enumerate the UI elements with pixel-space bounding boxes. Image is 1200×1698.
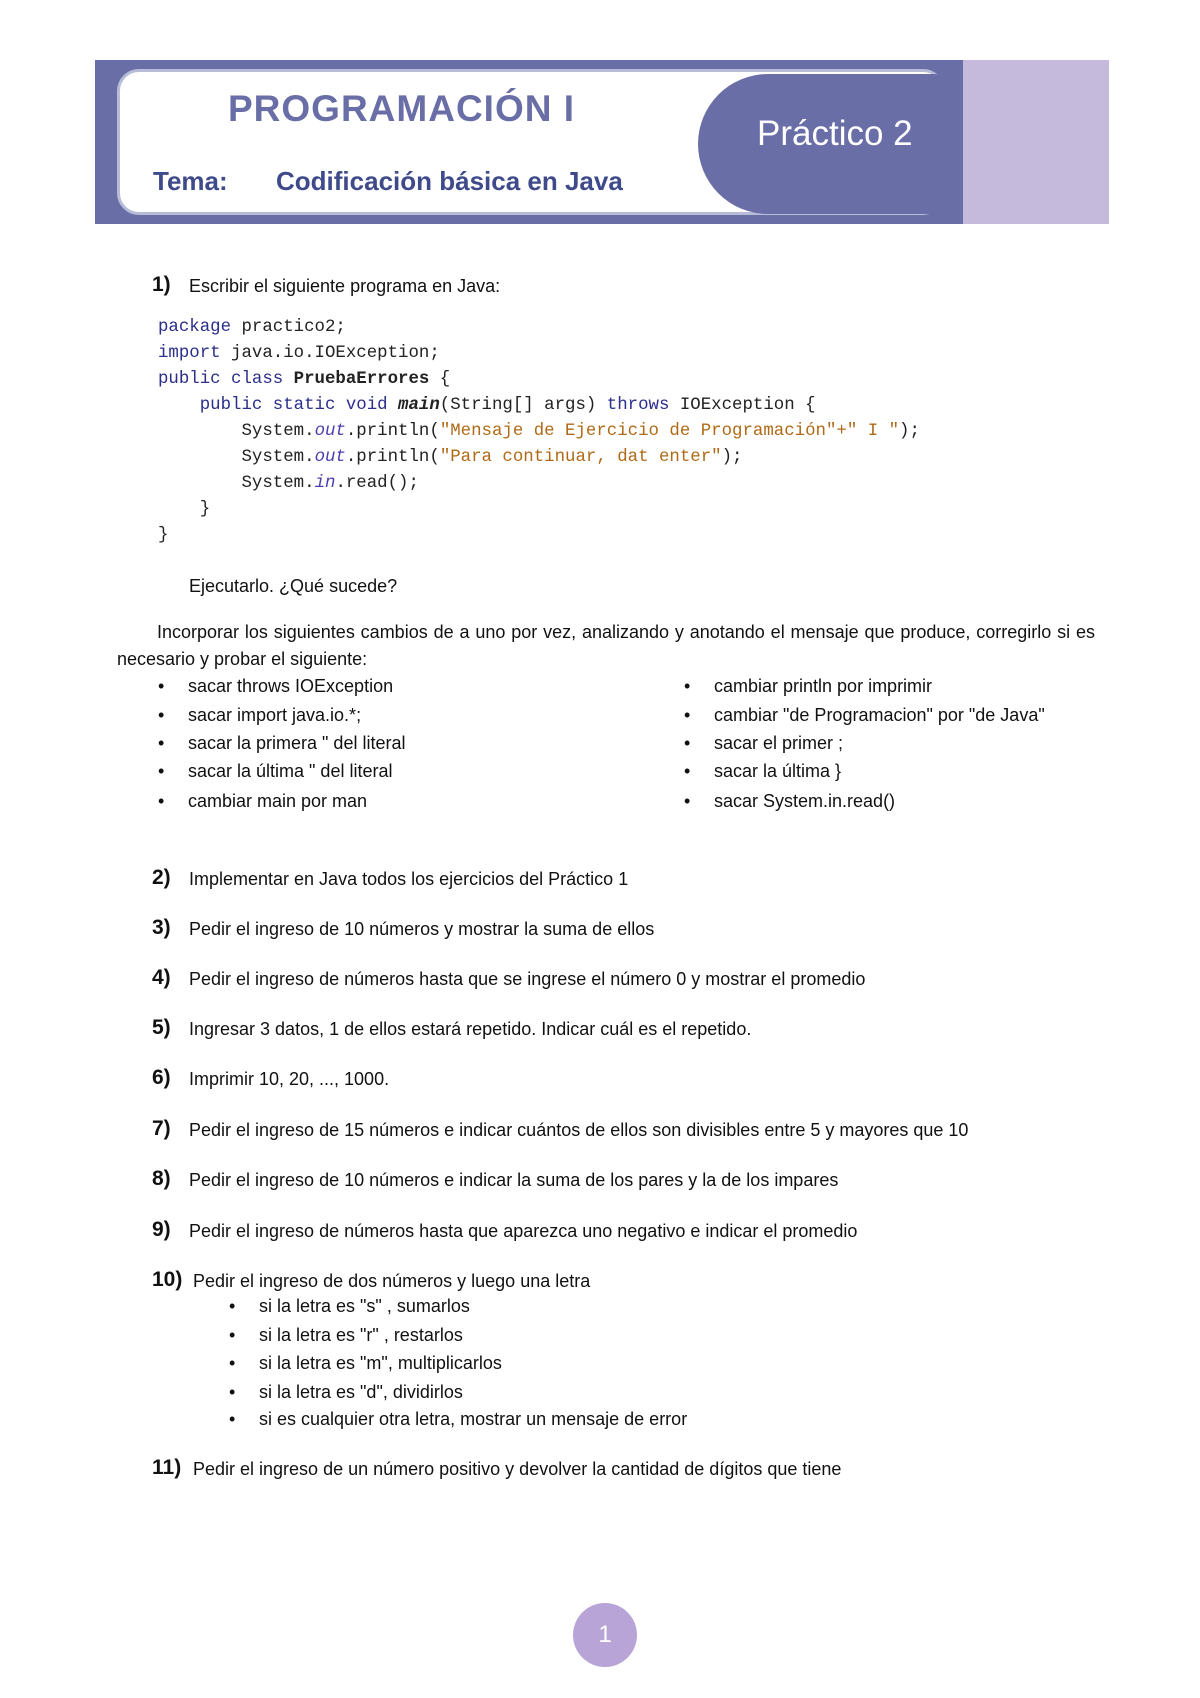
list-item: • si es cualquier otra letra, mostrar un mensaje de error bbox=[259, 1409, 687, 1430]
code-block bbox=[158, 315, 920, 549]
exercise-3-text: Pedir el ingreso de 10 números y mostrar la suma de ellos bbox=[189, 919, 655, 939]
exercise-9-number: 9) bbox=[152, 1218, 171, 1241]
exercise-3-number: 3) bbox=[152, 916, 171, 939]
list-item: • sacar la última " del literal bbox=[188, 761, 392, 782]
page-number: 1 bbox=[573, 1603, 637, 1667]
list-item: • si la letra es "d", dividirlos bbox=[259, 1382, 463, 1403]
list-item: • cambiar "de Programacion" por "de Java" bbox=[714, 705, 1045, 726]
practice-number: Práctico 2 bbox=[757, 114, 913, 153]
incorporar-paragraph: Incorporar los siguientes cambios de a uno por vez, analizando y anotando el mensaje que produce, corregirlo si es necesario y probar el siguiente: bbox=[117, 622, 1095, 669]
code-line-8: } bbox=[199, 500, 211, 519]
exercise-7-text: Pedir el ingreso de 15 números e indicar cuántos de ellos son divisibles entre 5 y mayores que 10 bbox=[189, 1120, 969, 1140]
list-item: • sacar el primer ; bbox=[714, 733, 843, 754]
list-item: • cambiar main por man bbox=[188, 791, 367, 812]
exercise-2-number: 2) bbox=[152, 866, 171, 889]
code-line-4: public static void main(String[] args) throws IOException { bbox=[199, 396, 816, 415]
code-line-1: package practico2; bbox=[158, 318, 346, 337]
exercise-10-text: Pedir el ingreso de dos números y luego una letra bbox=[193, 1271, 591, 1291]
code-line-6: System.out.println("Para continuar, dat enter"); bbox=[241, 448, 743, 467]
exercise-9-text: Pedir el ingreso de números hasta que aparezca uno negativo e indicar el promedio bbox=[189, 1221, 858, 1241]
exercise-5-number: 5) bbox=[152, 1016, 171, 1039]
topic-label: Tema: bbox=[153, 166, 228, 196]
list-item: • sacar la primera " del literal bbox=[188, 733, 405, 754]
header-banner-accent bbox=[963, 60, 1109, 224]
exercise-7-number: 7) bbox=[152, 1117, 171, 1140]
code-line-7: System.in.read(); bbox=[241, 474, 419, 493]
list-item: • sacar la última } bbox=[714, 761, 841, 782]
list-item: • sacar throws IOException bbox=[188, 676, 393, 697]
list-item: • si la letra es "s" , sumarlos bbox=[259, 1296, 470, 1317]
code-line-2: import java.io.IOException; bbox=[158, 344, 440, 363]
exercise-6-number: 6) bbox=[152, 1066, 171, 1089]
topic-value: Codificación básica en Java bbox=[276, 166, 623, 196]
exercise-1-text: Escribir el siguiente programa en Java: bbox=[189, 276, 501, 296]
list-item: • sacar System.in.read() bbox=[714, 791, 895, 812]
list-item: • cambiar println por imprimir bbox=[714, 676, 932, 697]
list-item: • si la letra es "m", multiplicarlos bbox=[259, 1353, 502, 1374]
exercise-2-text: Implementar en Java todos los ejercicios del Práctico 1 bbox=[189, 869, 629, 889]
ejecutar-text: Ejecutarlo. ¿Qué sucede? bbox=[189, 576, 398, 596]
exercise-11-number: 11) bbox=[152, 1456, 182, 1479]
code-line-5: System.out.println("Mensaje de Ejercicio de Programación"+" I "); bbox=[241, 422, 920, 441]
exercise-11-text: Pedir el ingreso de un número positivo y devolver la cantidad de dígitos que tiene bbox=[193, 1459, 842, 1479]
exercise-5-text: Ingresar 3 datos, 1 de ellos estará repetido. Indicar cuál es el repetido. bbox=[189, 1019, 752, 1039]
exercise-8-text: Pedir el ingreso de 10 números e indicar la suma de los pares y la de los impares bbox=[189, 1170, 839, 1190]
exercise-6-text: Imprimir 10, 20, ..., 1000. bbox=[189, 1069, 390, 1089]
code-line-3: public class PruebaErrores { bbox=[158, 370, 451, 389]
exercise-4-number: 4) bbox=[152, 966, 171, 989]
list-item: • sacar import java.io.*; bbox=[188, 705, 361, 726]
list-item: • si la letra es "r" , restarlos bbox=[259, 1325, 463, 1346]
course-title: PROGRAMACIÓN I bbox=[228, 88, 575, 129]
exercise-8-number: 8) bbox=[152, 1167, 171, 1190]
exercise-1-number: 1) bbox=[152, 273, 171, 296]
exercise-10-number: 10) bbox=[152, 1268, 183, 1291]
exercise-4-text: Pedir el ingreso de números hasta que se ingrese el número 0 y mostrar el promedio bbox=[189, 969, 866, 989]
code-line-9: } bbox=[158, 526, 169, 545]
